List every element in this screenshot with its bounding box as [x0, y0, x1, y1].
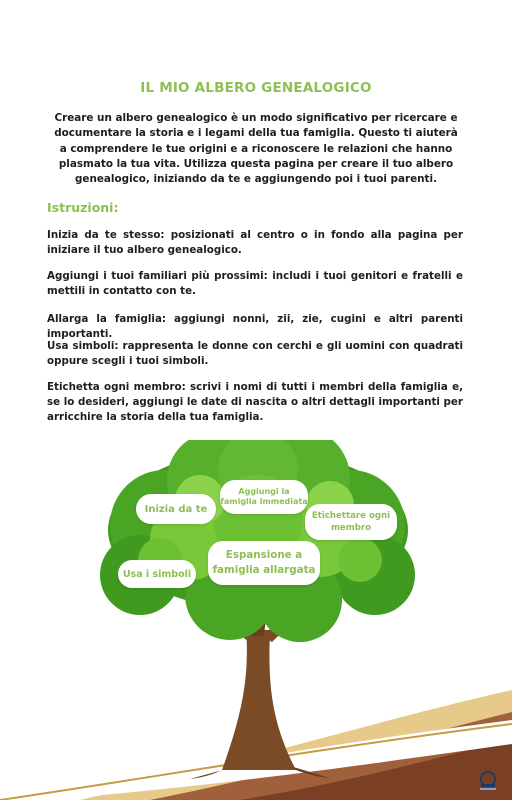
instruction-item: Etichetta ogni membro: scrivi i nomi di tutti i membri della famiglia e, se lo desideri, aggiungi le date di nascita o altri dettagli importanti per arricchire la storia della tua famiglia. — [47, 381, 463, 424]
instruction-item: Aggiungi i tuoi familiari più prossimi: includi i tuoi genitori e fratelli e mettili in contatto con te. — [47, 270, 463, 298]
instructions-heading: Istruzioni: — [47, 200, 119, 215]
tree-trunk — [222, 630, 296, 770]
bubble-aggiungi: Aggiungi la famiglia immediata — [220, 480, 308, 514]
instruction-item: Allarga la famiglia: aggiungi nonni, zii, zie, cugini e altri parenti importanti. — [47, 313, 463, 341]
intro-paragraph: Creare un albero genealogico è un modo significativo per ricercare e documentare la storia e i legami della tua famiglia. Questo ti aiuterà a comprendere le tue origini e a riconoscere le relazioni che hanno plasmato la tua vita. Utilizza questa pagina per creare il tuo albero genealogico, iniziando da te e aggiungendo poi i tuoi parenti. — [54, 112, 458, 186]
bubble-usa: Usa i simboli — [118, 560, 196, 588]
page-title: IL MIO ALBERO GENEALOGICO — [140, 80, 372, 96]
bubble-etichetta: Etichettare ogni membro — [305, 504, 397, 540]
logo-emblem-icon — [477, 770, 499, 792]
instruction-item: Inizia da te stesso: posizionati al centro o in fondo alla pagina per iniziare il tuo albero genealogico. — [47, 229, 463, 257]
instruction-item: Usa simboli: rappresenta le donne con cerchi e gli uomini con quadrati oppure scegli i tuoi simboli. — [47, 340, 463, 368]
bubble-inizia: Inizia da te — [136, 494, 216, 524]
bubble-espansione: Espansione a famiglia allargata — [208, 541, 320, 585]
